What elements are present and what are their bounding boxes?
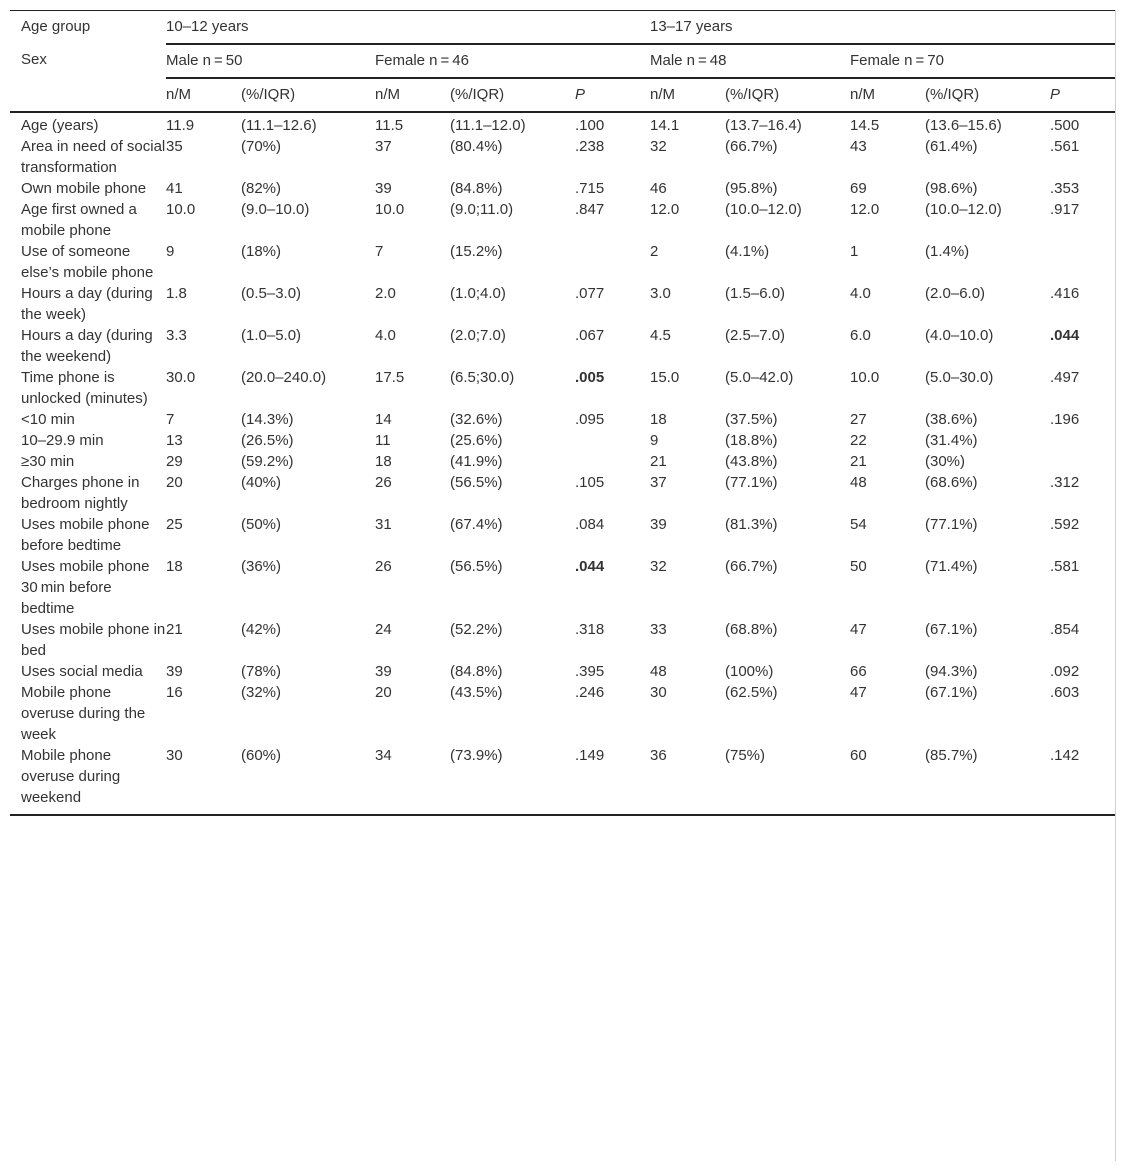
female2-pct: (94.3%) <box>925 663 978 680</box>
p-10-12: .105 <box>575 474 605 491</box>
male1-n: 18 <box>166 558 183 575</box>
male2-n: 12.0 <box>650 201 680 218</box>
male2-pct: (4.1%) <box>725 243 770 260</box>
table-row <box>10 325 1115 367</box>
female2-pct: (13.6–15.6) <box>925 117 1002 134</box>
female1-pct: (56.5%) <box>450 558 503 575</box>
female1-pct: (32.6%) <box>450 411 503 428</box>
male1-n: 3.3 <box>166 327 187 344</box>
table-body <box>10 112 1115 815</box>
male2-pct: (1.5–6.0) <box>725 285 786 302</box>
table-row <box>10 472 1115 514</box>
male2-pct: (75%) <box>725 745 850 815</box>
p-13-17: .561 <box>1050 138 1080 155</box>
table-row <box>10 367 1115 409</box>
male1-pct: (59.2%) <box>241 453 294 470</box>
female2-n: 14.5 <box>850 117 880 134</box>
male1-pct: (1.0–5.0) <box>241 327 302 344</box>
male1-n: 10.0 <box>166 201 196 218</box>
female1-pct: (15.2%) <box>450 243 503 260</box>
p-13-17: .603 <box>1050 684 1080 701</box>
male2-pct: (18.8%) <box>725 432 778 449</box>
female1-n: 20 <box>375 684 392 701</box>
female1-n: 31 <box>375 516 392 533</box>
female1-n: 4.0 <box>375 327 396 344</box>
female1-n: 10.0 <box>375 201 405 218</box>
female1-pct: (11.1–12.0) <box>450 117 526 134</box>
female2-pct: (67.1%) <box>925 621 978 638</box>
female1-pct: (84.8%) <box>450 663 503 680</box>
female2-n: 60 <box>850 745 925 815</box>
table-row <box>10 199 1115 241</box>
p-13-17: .581 <box>1050 558 1080 575</box>
female2-n: 27 <box>850 411 867 428</box>
male1-pct: (20.0–240.0) <box>241 369 327 386</box>
row-label: Age first owned a mobile phone <box>21 201 137 239</box>
female2-n: 6.0 <box>850 327 871 344</box>
table-row <box>10 283 1115 325</box>
male2-n: 33 <box>650 621 667 638</box>
female1-pct: (73.9%) <box>450 745 575 815</box>
row-label: Uses mobile phone before bedtime <box>21 516 150 554</box>
col-pct: (%/IQR) <box>725 78 850 112</box>
male2-n: 39 <box>650 516 667 533</box>
p-13-17: .416 <box>1050 285 1080 302</box>
row-label: Mobile phone overuse during weekend <box>10 745 166 815</box>
male2-n: 14.1 <box>650 117 680 134</box>
female1-pct: (43.5%) <box>450 684 503 701</box>
col-pct: (%/IQR) <box>241 78 375 112</box>
male1-pct: (18%) <box>241 243 282 260</box>
female2-n: 21 <box>850 453 867 470</box>
header-row-age-group <box>10 11 1115 45</box>
male2-pct: (37.5%) <box>725 411 778 428</box>
female2-pct: (4.0–10.0) <box>925 327 994 344</box>
female2-n: 4.0 <box>850 285 871 302</box>
female2-n: 66 <box>850 663 867 680</box>
female2-pct: (85.7%) <box>925 745 1050 815</box>
male2-n: 48 <box>650 663 667 680</box>
male-group-2: Male n = 48 <box>650 44 850 78</box>
p-13-17: .092 <box>1050 663 1080 680</box>
age-group-label: Age group <box>10 11 166 45</box>
female1-n: 37 <box>375 138 392 155</box>
row-label: ≥30 min <box>21 453 75 470</box>
male1-n: 1.8 <box>166 285 187 302</box>
table-row <box>10 661 1115 682</box>
male1-n: 30 <box>166 745 241 815</box>
p-13-17: .497 <box>1050 369 1080 386</box>
col-pct: (%/IQR) <box>925 78 1050 112</box>
male1-pct: (9.0–10.0) <box>241 201 310 218</box>
p-10-12: .067 <box>575 327 605 344</box>
p-10-12 <box>575 430 650 451</box>
female2-pct: (71.4%) <box>925 558 978 575</box>
table-header <box>10 11 1115 113</box>
male1-pct: (70%) <box>241 138 282 155</box>
female1-pct: (52.2%) <box>450 621 503 638</box>
female2-pct: (30%) <box>925 453 966 470</box>
male2-pct: (77.1%) <box>725 474 778 491</box>
p-10-12: .395 <box>575 663 605 680</box>
male2-n: 9 <box>650 432 659 449</box>
female1-n: 18 <box>375 453 392 470</box>
male2-n: 36 <box>650 745 725 815</box>
p-10-12: .246 <box>575 684 605 701</box>
male1-pct: (11.1–12.6) <box>241 117 317 134</box>
male1-n: 13 <box>166 432 183 449</box>
p-13-17: .917 <box>1050 201 1080 218</box>
p-13-17 <box>1050 241 1115 283</box>
row-label: Hours a day (during the week) <box>21 285 153 323</box>
female2-n: 10.0 <box>850 369 880 386</box>
p-10-12: .149 <box>575 745 650 815</box>
male2-pct: (66.7%) <box>725 138 778 155</box>
male1-n: 11.9 <box>166 117 195 134</box>
female1-n: 39 <box>375 663 392 680</box>
p-10-12: .100 <box>575 117 605 134</box>
female1-pct: (80.4%) <box>450 138 503 155</box>
female2-n: 22 <box>850 432 867 449</box>
sex-label: Sex <box>21 51 47 68</box>
female1-pct: (84.8%) <box>450 180 503 197</box>
male1-pct: (40%) <box>241 474 282 491</box>
female2-pct: (38.6%) <box>925 411 978 428</box>
female-group-2: Female n = 70 <box>850 44 1115 78</box>
row-label: Own mobile phone <box>21 180 147 197</box>
p-10-12: .318 <box>575 621 605 638</box>
data-table <box>10 10 1115 816</box>
p-10-12 <box>575 241 650 283</box>
female1-n: 7 <box>375 243 384 260</box>
p-10-12: .044 <box>575 558 605 575</box>
p-13-17: .312 <box>1050 474 1080 491</box>
female1-n: 26 <box>375 474 392 491</box>
data-table-frame <box>10 10 1116 1161</box>
female1-pct: (67.4%) <box>450 516 503 533</box>
p-10-12: .005 <box>575 369 605 386</box>
male2-pct: (13.7–16.4) <box>725 117 802 134</box>
row-label: <10 min <box>21 411 75 428</box>
col-pct: (%/IQR) <box>450 78 575 112</box>
female2-pct: (77.1%) <box>925 516 978 533</box>
row-label: Uses social media <box>21 663 143 680</box>
female1-pct: (41.9%) <box>450 453 503 470</box>
p-13-17: .196 <box>1050 411 1080 428</box>
male1-pct: (50%) <box>241 516 282 533</box>
male1-pct: (82%) <box>241 180 282 197</box>
male1-n: 7 <box>166 411 175 428</box>
table-row <box>10 241 1115 283</box>
male1-n: 25 <box>166 516 183 533</box>
table-row <box>10 619 1115 661</box>
male1-n: 29 <box>166 453 183 470</box>
female2-pct: (68.6%) <box>925 474 978 491</box>
male1-pct: (60%) <box>241 745 375 815</box>
p-10-12: .095 <box>575 411 605 428</box>
header-row-sex <box>10 44 1115 78</box>
male2-pct: (5.0–42.0) <box>725 369 794 386</box>
row-label: Age (years) <box>21 117 99 134</box>
male2-n: 18 <box>650 411 667 428</box>
female1-pct: (25.6%) <box>450 432 503 449</box>
female2-pct: (5.0–30.0) <box>925 369 994 386</box>
female2-n: 12.0 <box>850 201 880 218</box>
male1-pct: (32%) <box>241 684 282 701</box>
p-10-12: .847 <box>575 201 605 218</box>
col-p: P <box>575 78 650 112</box>
male1-pct: (78%) <box>241 663 282 680</box>
female1-n: 17.5 <box>375 369 405 386</box>
female2-n: 1 <box>850 243 859 260</box>
male2-n: 21 <box>650 453 667 470</box>
row-label: Use of someone else’s mobile phone <box>21 243 154 281</box>
female2-pct: (31.4%) <box>925 432 978 449</box>
p-13-17: .142 <box>1050 745 1115 815</box>
p-10-12: .715 <box>575 180 605 197</box>
table-row <box>10 430 1115 451</box>
female2-n: 43 <box>850 138 867 155</box>
female1-n: 14 <box>375 411 392 428</box>
female1-n: 11 <box>375 432 391 449</box>
male2-pct: (81.3%) <box>725 516 778 533</box>
male1-pct: (14.3%) <box>241 411 294 428</box>
male1-n: 20 <box>166 474 183 491</box>
female2-pct: (98.6%) <box>925 180 978 197</box>
table-row <box>10 451 1115 472</box>
female2-pct: (1.4%) <box>925 243 970 260</box>
female2-n: 50 <box>850 558 867 575</box>
col-nm: n/M <box>375 78 450 112</box>
female2-pct: (10.0–12.0) <box>925 201 1002 218</box>
female1-n: 24 <box>375 621 392 638</box>
row-label: 10–29.9 min <box>21 432 104 449</box>
p-13-17: .854 <box>1050 621 1080 638</box>
col-nm: n/M <box>166 78 241 112</box>
male2-n: 3.0 <box>650 285 671 302</box>
p-13-17 <box>1050 451 1115 472</box>
male1-n: 30.0 <box>166 369 196 386</box>
row-label: Hours a day (during the weekend) <box>21 327 153 365</box>
male1-pct: (26.5%) <box>241 432 294 449</box>
female-group-1: Female n = 46 <box>375 44 650 78</box>
female1-n: 26 <box>375 558 392 575</box>
male2-pct: (95.8%) <box>725 180 778 197</box>
female2-n: 54 <box>850 516 867 533</box>
p-10-12 <box>575 451 650 472</box>
male-group-1: Male n = 50 <box>166 44 375 78</box>
female2-pct: (67.1%) <box>925 684 978 701</box>
female2-n: 47 <box>850 684 867 701</box>
table-row <box>10 556 1115 619</box>
row-label: Area in need of social transformation <box>21 138 166 176</box>
table-row <box>10 178 1115 199</box>
row-label: Time phone is unlocked (minutes) <box>21 369 148 407</box>
male2-pct: (68.8%) <box>725 621 778 638</box>
male2-n: 32 <box>650 138 667 155</box>
male2-pct: (66.7%) <box>725 558 778 575</box>
p-13-17: .592 <box>1050 516 1080 533</box>
male1-n: 41 <box>166 180 183 197</box>
male2-n: 46 <box>650 180 667 197</box>
male1-n: 35 <box>166 138 183 155</box>
male1-n: 39 <box>166 663 183 680</box>
row-label: Uses mobile phone in bed <box>21 621 166 659</box>
female1-n: 34 <box>375 745 450 815</box>
female2-n: 48 <box>850 474 867 491</box>
female1-pct: (9.0;11.0) <box>450 201 514 218</box>
female1-pct: (1.0;4.0) <box>450 285 506 302</box>
p-13-17: .044 <box>1050 327 1080 344</box>
female2-pct: (61.4%) <box>925 138 978 155</box>
female1-pct: (2.0;7.0) <box>450 327 506 344</box>
col-nm: n/M <box>850 78 925 112</box>
female1-n: 2.0 <box>375 285 396 302</box>
p-13-17: .353 <box>1050 180 1080 197</box>
male2-n: 4.5 <box>650 327 671 344</box>
row-label: Mobile phone overuse during the week <box>21 684 146 743</box>
male1-pct: (36%) <box>241 558 282 575</box>
male1-n: 21 <box>166 621 183 638</box>
male2-pct: (62.5%) <box>725 684 778 701</box>
female1-pct: (56.5%) <box>450 474 503 491</box>
table-row <box>10 514 1115 556</box>
row-label: Uses mobile phone 30 min before bedtime <box>21 558 150 617</box>
table-row <box>10 745 1115 815</box>
female2-n: 69 <box>850 180 867 197</box>
male2-n: 37 <box>650 474 667 491</box>
female2-n: 47 <box>850 621 867 638</box>
male1-n: 16 <box>166 684 183 701</box>
male2-n: 30 <box>650 684 667 701</box>
p-10-12: .084 <box>575 516 605 533</box>
female1-pct: (6.5;30.0) <box>450 369 515 386</box>
header-row-columns <box>10 78 1115 112</box>
col-p: P <box>1050 78 1115 112</box>
male2-n: 2 <box>650 243 659 260</box>
male2-pct: (2.5–7.0) <box>725 327 786 344</box>
p-13-17: .500 <box>1050 117 1080 134</box>
female2-pct: (2.0–6.0) <box>925 285 986 302</box>
p-13-17 <box>1050 430 1115 451</box>
age-group-13-17: 13–17 years <box>650 11 1115 45</box>
p-10-12: .077 <box>575 285 605 302</box>
male2-pct: (10.0–12.0) <box>725 201 802 218</box>
male2-pct: (100%) <box>725 663 774 680</box>
age-group-10-12: 10–12 years <box>166 11 575 45</box>
female1-n: 39 <box>375 180 392 197</box>
male1-n: 9 <box>166 243 175 260</box>
p-10-12: .238 <box>575 138 605 155</box>
table-row <box>10 136 1115 178</box>
male2-pct: (43.8%) <box>725 453 778 470</box>
female1-n: 11.5 <box>375 117 404 134</box>
table-row <box>10 682 1115 745</box>
row-label: Charges phone in bedroom nightly <box>21 474 140 512</box>
male1-pct: (42%) <box>241 621 282 638</box>
table-row <box>10 112 1115 136</box>
table-row <box>10 409 1115 430</box>
male1-pct: (0.5–3.0) <box>241 285 302 302</box>
col-nm: n/M <box>650 78 725 112</box>
male2-n: 32 <box>650 558 667 575</box>
male2-n: 15.0 <box>650 369 680 386</box>
